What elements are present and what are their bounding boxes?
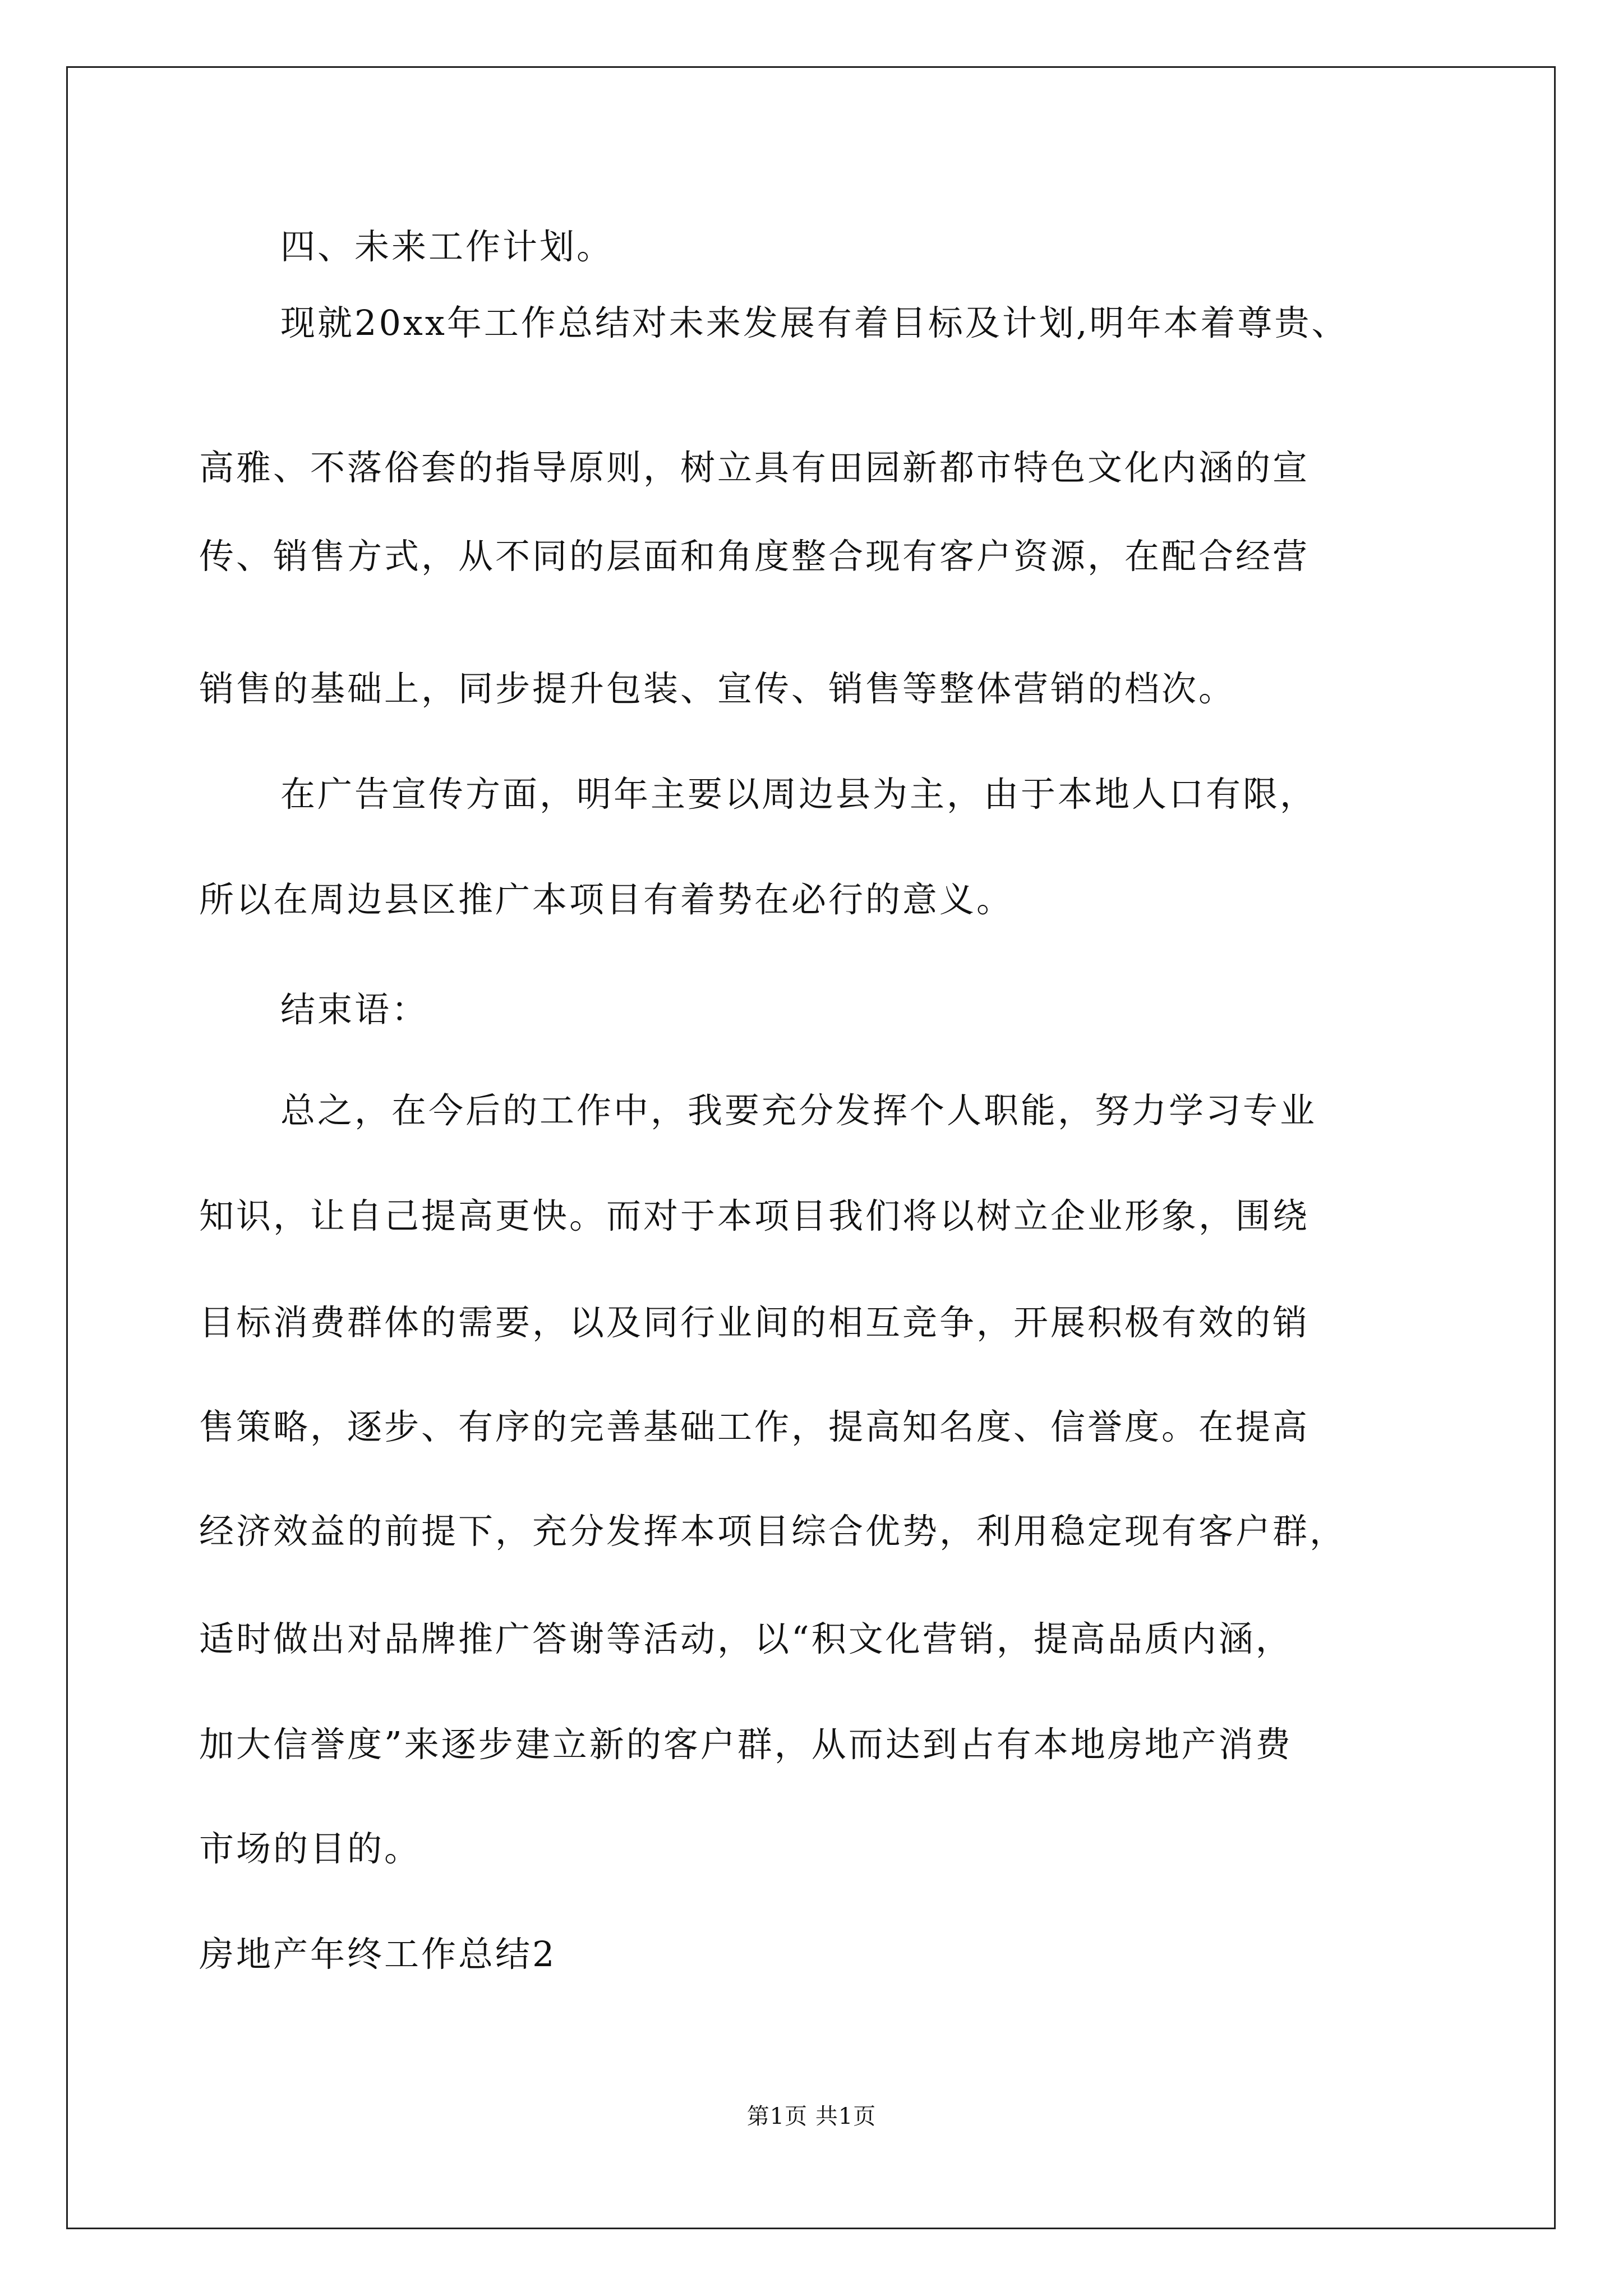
- paragraph-line: 适时做出对品牌推广答谢等活动，以“积文化营销，提高品质内涵，: [199, 1618, 1293, 1659]
- paragraph-line: 销售的基础上，同步提升包装、宣传、销售等整体营销的档次。: [199, 668, 1236, 709]
- page-footer: 第1页 共1页: [746, 2104, 877, 2129]
- paragraph-line: 高雅、不落俗套的指导原则，树立具有田园新都市特色文化内涵的宣: [199, 447, 1310, 488]
- paragraph-line: 加大信誉度”来逐步建立新的客户群，从而达到占有本地房地产消费: [199, 1724, 1293, 1765]
- section-heading: 四、未来工作计划。: [280, 226, 614, 267]
- paragraph-line: 所以在周边县区推广本项目有着势在必行的意义。: [199, 879, 1014, 920]
- paragraph-line: 市场的目的。: [199, 1828, 422, 1869]
- paragraph-line: 经济效益的前提下，充分发挥本项目综合优势，利用稳定现有客户群，: [199, 1511, 1347, 1552]
- paragraph-line: 总之，在今后的工作中，我要充分发挥个人职能，努力学习专业: [280, 1090, 1317, 1131]
- closing-heading: 结束语：: [280, 989, 429, 1030]
- paragraph-line: 知识，让自己提高更快。而对于本项目我们将以树立企业形象，围绕: [199, 1195, 1310, 1236]
- next-section-title: 房地产年终工作总结2: [199, 1934, 557, 1975]
- paragraph-line: 售策略，逐步、有序的完善基础工作，提高知名度、信誉度。在提高: [199, 1406, 1310, 1447]
- paragraph-line: 目标消费群体的需要，以及同行业间的相互竞争，开展积极有效的销: [199, 1302, 1310, 1343]
- paragraph-line: 在广告宣传方面，明年主要以周边县为主，由于本地人口有限，: [280, 774, 1317, 815]
- page-border: [66, 66, 1556, 2229]
- paragraph-line: 传、销售方式，从不同的层面和角度整合现有客户资源，在配合经营: [199, 536, 1310, 577]
- paragraph-line: 现就20xx年工作总结对未来发展有着目标及计划,明年本着尊贵、: [280, 302, 1349, 343]
